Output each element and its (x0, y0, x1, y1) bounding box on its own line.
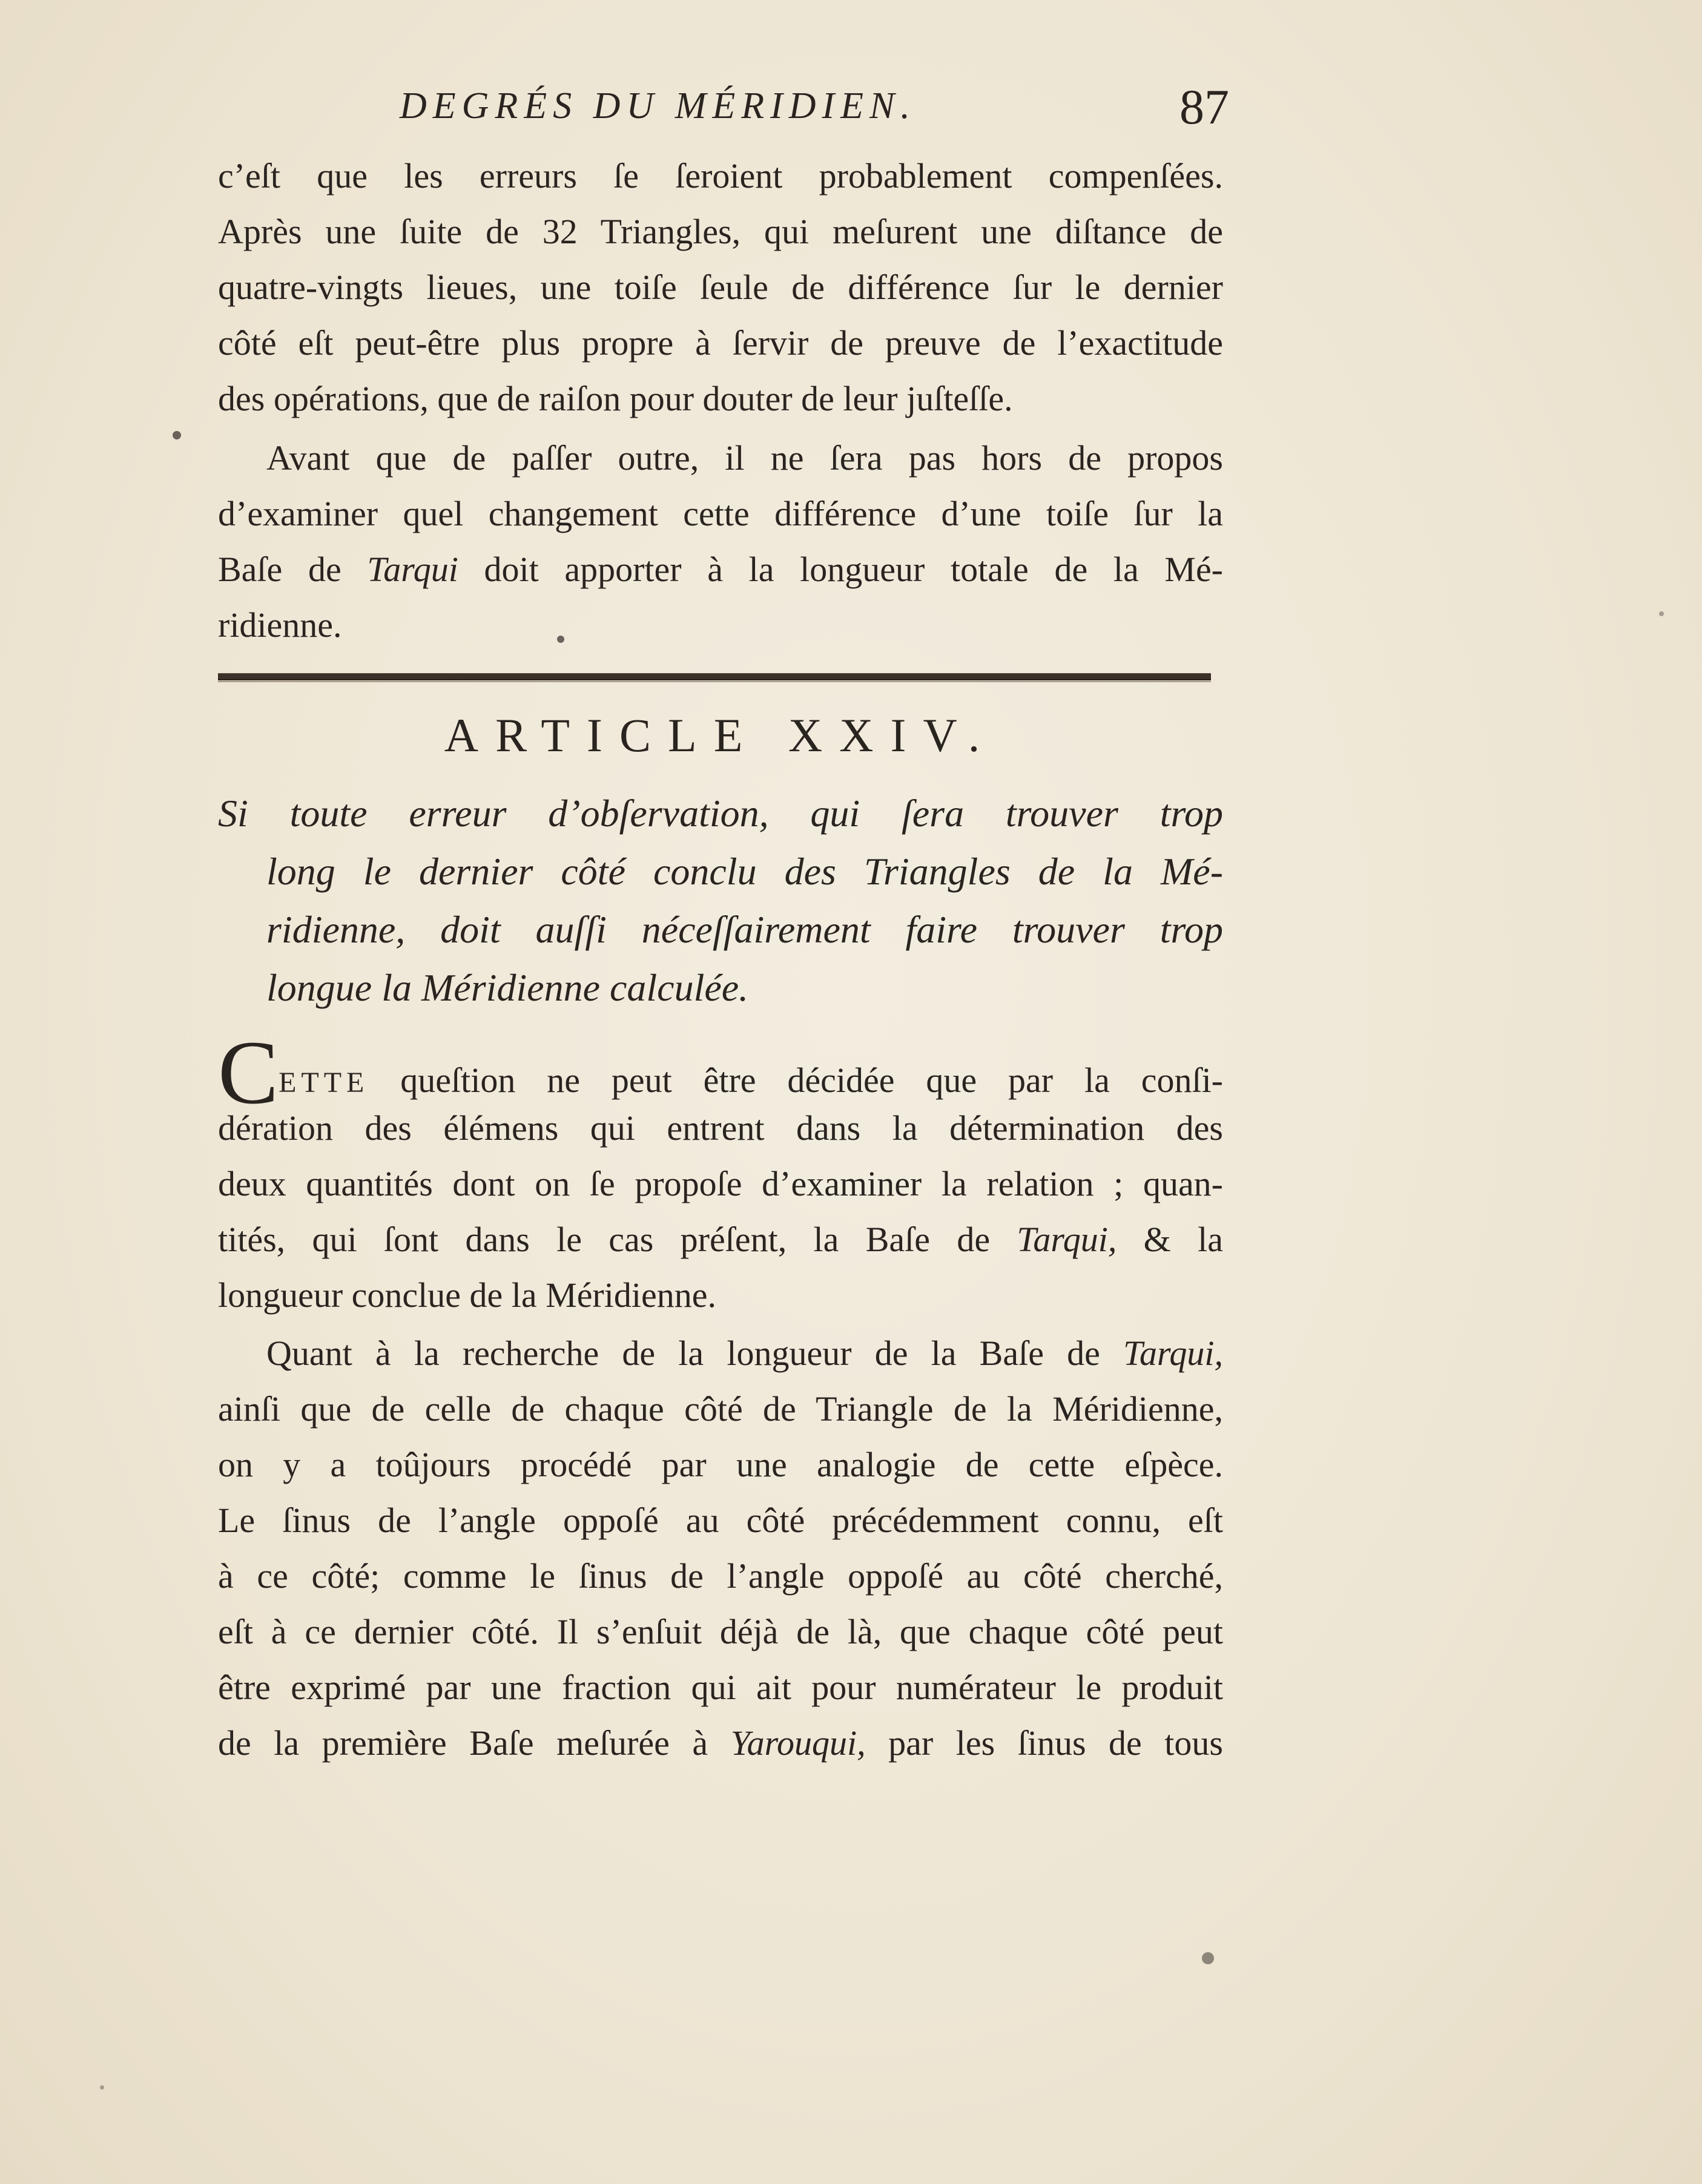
text-line: Le ſinus de l’angle oppoſé au côté précédemment connu, eſt (218, 1501, 1223, 1540)
text-line: Après une ſuite de 32 Triangles, qui meſurent une diſtance de (218, 212, 1223, 251)
summary-line: Si toute erreur d’obſervation, qui ſera trouver trop (218, 792, 1223, 835)
text-line: c’eſt que les erreurs ſe ſeroient probablement compenſées. (218, 156, 1223, 196)
page-number: 87 (1179, 79, 1229, 134)
place-name: Tarqui, (1123, 1334, 1223, 1373)
text-line (218, 1212, 1223, 1268)
text-segment: Baſe de (218, 550, 368, 589)
text-line: on y a toûjours procédé par une analogie de cette eſpèce. (218, 1445, 1223, 1484)
text-segment: doit apporter à la longueur totale de la Mé- (458, 550, 1223, 589)
text-line: quatre-vingts lieues, une toiſe ſeule de différence ſur le dernier (218, 268, 1223, 307)
paragraph-4 (218, 1326, 1223, 1771)
summary-line: longue la Méridienne calculée. (266, 966, 749, 1009)
paragraph-2 (218, 430, 1223, 653)
ink-speck (173, 431, 181, 439)
section-divider (218, 673, 1211, 680)
article-heading: ARTICLE XXIV. (444, 709, 997, 761)
place-name: Tarqui (367, 550, 458, 589)
text-line: longueur conclue de la Méridienne. (218, 1275, 716, 1315)
article-summary (218, 784, 1223, 1017)
text-line (218, 1715, 1223, 1771)
page-header (218, 79, 1229, 139)
text-line: être exprimé par une fraction qui ait pour numérateur le produit (218, 1668, 1223, 1707)
ink-speck (557, 636, 564, 643)
text-segment: tités, qui ſont dans le cas préſent, la Baſe de (218, 1220, 1017, 1259)
paragraph-1 (218, 148, 1223, 427)
text-line: dération des élémens qui entrent dans la détermination des (218, 1108, 1223, 1148)
text-line (218, 542, 1223, 597)
text-segment: queſtion ne peut être décidée que par la conſi- (369, 1061, 1223, 1100)
text-line: à ce côté; comme le ſinus de l’angle oppoſé au côté cherché, (218, 1556, 1223, 1596)
ink-speck (100, 2085, 104, 2090)
text-line: ainſi que de celle de chaque côté de Triangle de la Méridienne, (218, 1389, 1223, 1429)
text-line: eſt à ce dernier côté. Il s’enſuit déjà de là, que chaque côté peut (218, 1612, 1223, 1651)
text-segment: par les ſinus de tous (865, 1723, 1223, 1763)
text-line: des opérations, que de raiſon pour douter de leur juſteſſe. (218, 379, 1013, 418)
text-segment: de la première Baſe meſurée à (218, 1723, 731, 1763)
text-line (218, 1022, 1223, 1123)
place-name: Yarouqui, (730, 1723, 866, 1763)
paragraph-3 (218, 1022, 1223, 1323)
ink-speck (1659, 611, 1664, 616)
running-title: DEGRÉS DU MÉRIDIEN. (400, 85, 916, 127)
place-name: Tarqui, (1017, 1220, 1117, 1259)
text-line: Avant que de paſſer outre, il ne ſera pas hors de propos (266, 438, 1223, 478)
text-line: d’examiner quel changement cette différence d’une toiſe ſur la (218, 494, 1223, 533)
ink-speck (1202, 1952, 1214, 1964)
text-line (218, 1326, 1223, 1381)
text-line: ridienne. (218, 605, 342, 645)
summary-line: long le dernier côté conclu des Triangles de la Mé- (266, 850, 1223, 893)
text-line: deux quantités dont on ſe propoſe d’examiner la relation ; quan- (218, 1164, 1223, 1203)
text-segment: Quant à la recherche de la longueur de la Baſe de (266, 1334, 1124, 1373)
drop-cap: C (218, 1022, 279, 1123)
text-segment: & la (1117, 1220, 1223, 1259)
summary-line: ridienne, doit auſſi néceſſairement faire trouver trop (266, 908, 1223, 951)
small-caps-word: ETTE (279, 1067, 369, 1099)
text-line: côté eſt peut-être plus propre à ſervir de preuve de l’exactitude (218, 323, 1223, 363)
